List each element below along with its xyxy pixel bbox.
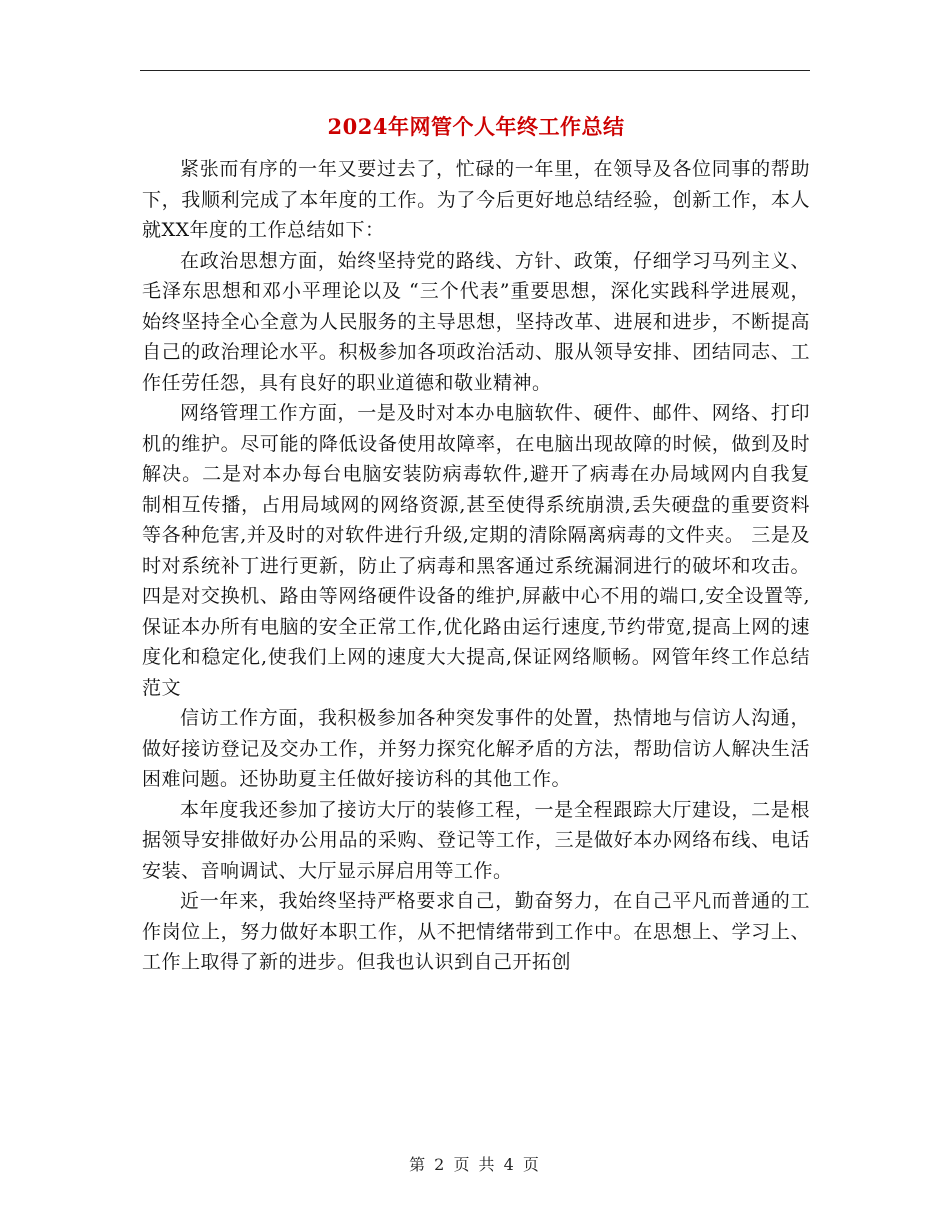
paragraph-summary: 近一年来，我始终坚持严格要求自己，勤奋努力，在自己平凡而普通的工作岗位上，努力做好本职工作，从不把情绪带到工作中。在思想上、学习上、工作上取得了新的进步。但我也认识到自己开拓创 — [142, 890, 810, 973]
paragraph-renovation: 本年度我还参加了接访大厅的装修工程，一是全程跟踪大厅建设，二是根据领导安排做好办公用品的采购、登记等工作，三是做好本办网络布线、电话安装、音响调试、大厅显示屏启用等工作。 — [142, 798, 810, 882]
paragraph-petition: 信访工作方面，我积极参加各种突发事件的处置，热情地与信访人沟通，做好接访登记及交办工作，并努力探究化解矛盾的方法，帮助信访人解决生活困难问题。还协助夏主任做好接访科的其他工作。 — [142, 707, 810, 790]
paragraph-intro: 紧张而有序的一年又要过去了，忙碌的一年里，在领导及各位同事的帮助下，我顺利完成了本年度的工作。为了今后更好地总结经验，创新工作，本人就XX年度的工作总结如下： — [142, 158, 810, 241]
header-rule — [140, 70, 810, 71]
page-number: 第 2 页 共 4 页 — [409, 1155, 541, 1174]
document-title: 2024年网管个人年终工作总结 — [327, 114, 625, 139]
paragraph-political: 在政治思想方面，始终坚持党的路线、方针、政策，仔细学习马列主义、毛泽东思想和邓小平理论以及 “三个代表”重要思想，深化实践科学进展观，始终坚持全心全意为人民服务的主导思想，坚持改革、进展和进步，不断提高自己的政治理论水平。积极参加各项政治活动、服从领导安排、团结同志、工作任劳任怨，具有良好的职业道德和敬业精神。 — [142, 249, 810, 394]
paragraph-network: 网络管理工作方面，一是及时对本办电脑软件、硬件、邮件、网络、打印机的维护。尽可能的降低设备使用故障率，在电脑出现故障的时候，做到及时解决。二是对本办每台电脑安装防病毒软件,避开了病毒在办局域网内自我复制相互传播，占用局域网的网络资源,甚至使得系统崩溃,丢失硬盘的重要资料等各种危害,并及时的对软件进行升级,定期的清除隔离病毒的文件夹。 三是及时对系统补丁进行更新，防止了病毒和黑客通过系统漏洞进行的破坏和攻击。四是对交换机、路由等网络硬件设备的维护,屏蔽中心不用的端口,安全设置等,保证本办所有电脑的安全正常工作,优化路由运行速度,节约带宽,提高上网的速度化和稳定化,使我们上网的速度大大提高,保证网络顺畅。网管年终工作总结范文 — [142, 402, 810, 699]
document-page — [142, 108, 810, 978]
